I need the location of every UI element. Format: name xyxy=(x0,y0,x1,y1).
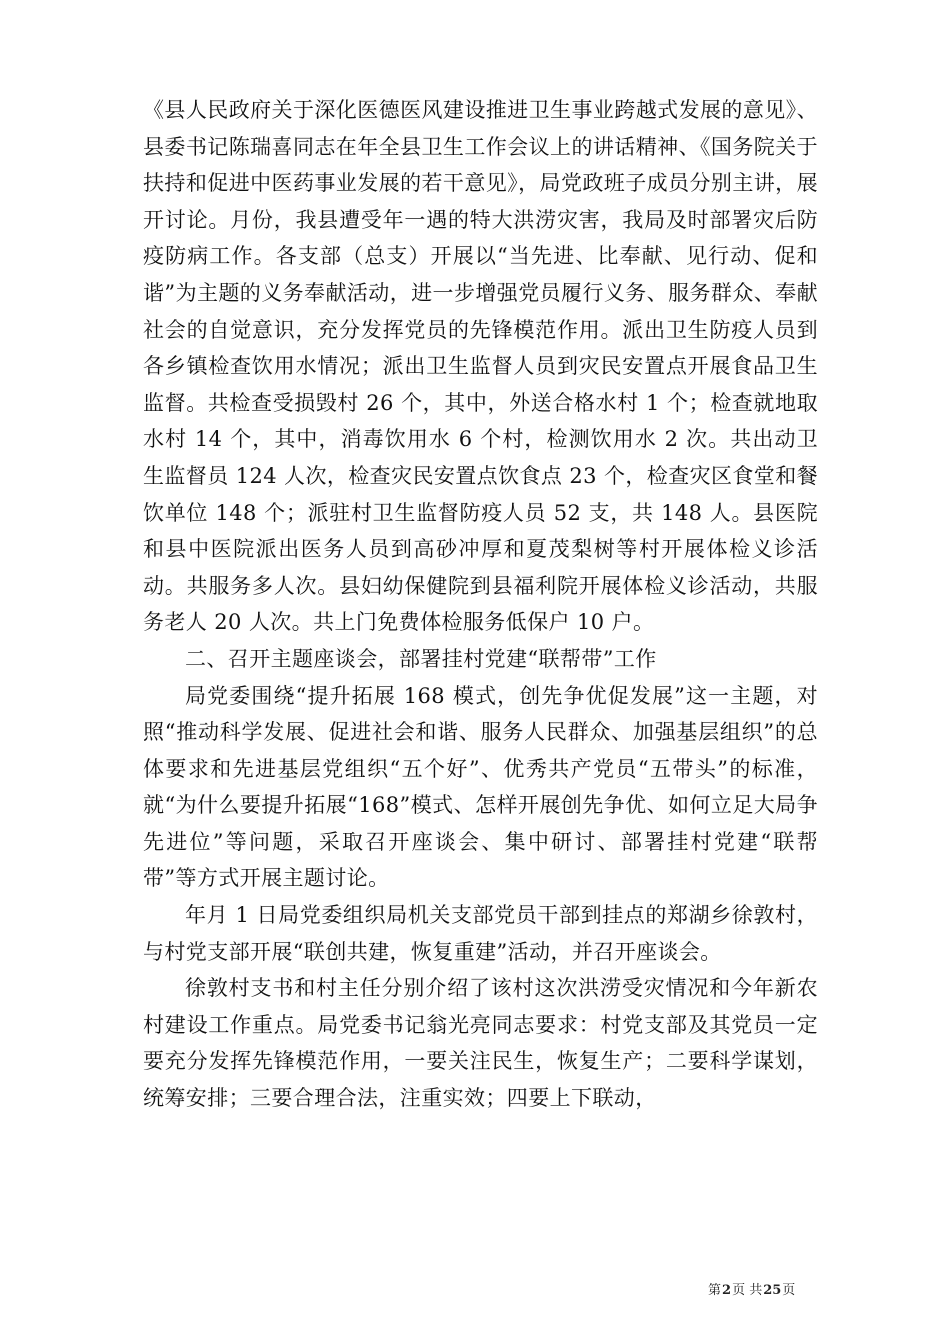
current-page-number: 2 xyxy=(722,1283,732,1298)
paragraph: 年月 1 日局党委组织局机关支部党员干部到挂点的郑湖乡徐敦村，与村党支部开展“联创共建，恢复重建”活动，并召开座谈会。 xyxy=(143,903,818,964)
paragraph: 局党委围绕“提升拓展 168 模式，创先争优促发展”这一主题，对照“推动科学发展、促进社会和谐、服务人民群众、加强基层组织”的总体要求和先进基层党组织“五个好”、优秀共产党员“五带头”的标准，就“为什么要提升拓展“168”模式、怎样开展创先争优、如何立足大局争先进位”等问题，采取召开座谈会、集中研讨、部署挂村党建“联帮带”等方式开展主题讨论。 xyxy=(143,683,818,891)
document-body xyxy=(143,92,818,1117)
footer-prefix: 第 xyxy=(708,1283,722,1298)
footer-middle: 页 共 xyxy=(732,1283,763,1298)
paragraph-continuation: 《县人民政府关于深化医德医风建设推进卫生事业跨越式发展的意见》、县委书记陈瑞喜同志在年全县卫生工作会议上的讲话精神、《国务院关于扶持和促进中医药事业发展的若干意见》，局党政班子成员分别主讲，展开讨论。月份，我县遭受年一遇的特大洪涝灾害，我局及时部署灾后防疫防病工作。各支部（总支）开展以“当先进、比奉献、见行动、促和谐”为主题的义务奉献活动，进一步增强党员履行义务、服务群众、奉献社会的自觉意识，充分发挥党员的先锋模范作用。派出卫生防疫人员到各乡镇检查饮用水情况；派出卫生监督人员到灾民安置点开展食品卫生监督。共检查受损毁村 26 个，其中，外送合格水村 1 个；检查就地取水村 14 个，其中，消毒饮用水 6 个村，检测饮用水 2 次。共出动卫生监督员 124 人次，检查灾民安置点饮食点 23 个，检查灾区食堂和餐饮单位 148 个；派驻村卫生监督防疫人员 52 支，共 148 人。县医院和县中医院派出医务人员到高砂冲厚和夏茂梨树等村开展体检义诊活动。共服务多人次。县妇幼保健院到县福利院开展体检义诊活动，共服务老人 20 人次。共上门免费体检服务低保户 10 户。 xyxy=(143,98,818,635)
page-number-footer xyxy=(708,1283,795,1299)
paragraph: 徐敦村支书和村主任分别介绍了该村这次洪涝受灾情况和今年新农村建设工作重点。局党委书记翁光亮同志要求：村党支部及其党员一定要充分发挥先锋模范作用，一要关注民生，恢复生产；二要科学谋划，统筹安排；三要合理合法，注重实效；四要上下联动， xyxy=(143,976,818,1111)
total-page-count: 25 xyxy=(763,1283,782,1298)
footer-suffix: 页 xyxy=(782,1283,796,1298)
section-heading: 二、召开主题座谈会，部署挂村党建“联帮带”工作 xyxy=(185,646,657,671)
